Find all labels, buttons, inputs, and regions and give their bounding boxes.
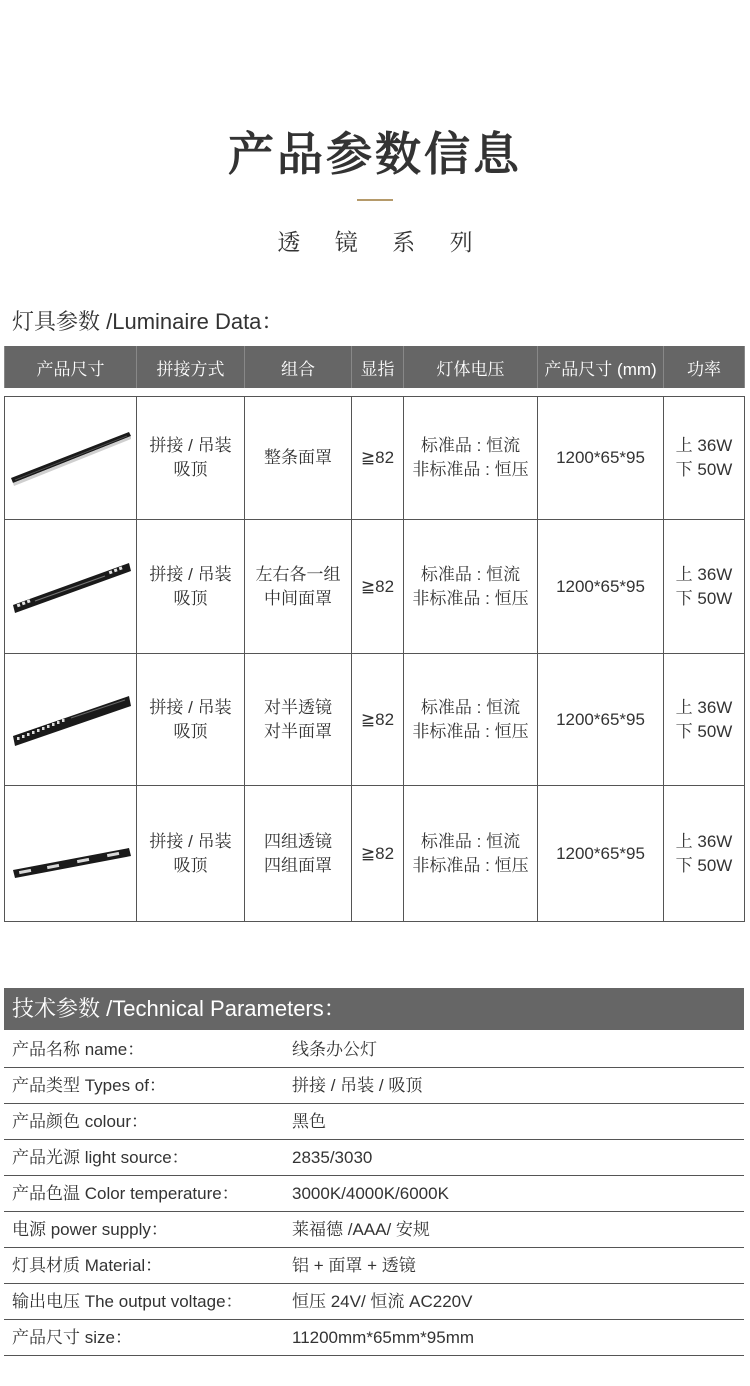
page-title: 产品参数信息 [228, 128, 522, 180]
col-header-combo: 组合 [245, 346, 352, 388]
combo-cell: 对半透镜 对半面罩 [245, 654, 352, 786]
param-value: 拼接 / 吊装 / 吸顶 [292, 1076, 423, 1095]
cri-cell: ≧82 [352, 786, 404, 922]
technical-parameters-list [4, 1032, 744, 1356]
col-header-voltage: 灯体电压 [404, 346, 538, 388]
power-cell: 上 36W 下 50W [664, 654, 745, 786]
param-label: 产品名称 name： [12, 1040, 145, 1059]
param-label: 灯具材质 Material： [12, 1256, 163, 1275]
product-image-cell [5, 654, 137, 786]
list-item [4, 1212, 744, 1248]
list-item [4, 1176, 744, 1212]
product-image-cell [5, 520, 137, 654]
mount-cell: 拼接 / 吊装 吸顶 [137, 654, 245, 786]
param-label: 电源 power supply： [12, 1220, 168, 1239]
combo-cell: 左右各一组 中间面罩 [245, 520, 352, 654]
list-item [4, 1320, 744, 1356]
col-header-cri: 显指 [352, 346, 404, 388]
size-cell: 1200*65*95 [538, 786, 664, 922]
luminaire-header-row [5, 346, 745, 388]
param-value: 莱福德 /AAA/ 安规 [292, 1220, 430, 1239]
list-item [4, 1248, 744, 1284]
page-subtitle: 透 镜 系 列 [277, 229, 487, 255]
technical-section-heading: 技术参数 /Technical Parameters： [4, 988, 744, 1030]
voltage-cell: 标准品 : 恒流 非标准品 : 恒压 [404, 786, 538, 922]
list-item [4, 1140, 744, 1176]
param-label: 产品尺寸 size： [12, 1328, 132, 1347]
linear-light-half-lens-image [9, 690, 133, 750]
table-row [5, 520, 745, 654]
param-label: 产品色温 Color temperature： [12, 1184, 239, 1203]
param-value: 11200mm*65mm*95mm [292, 1328, 475, 1347]
combo-cell: 整条面罩 [245, 397, 352, 520]
table-row [5, 654, 745, 786]
power-cell: 上 36W 下 50W [664, 786, 745, 922]
size-cell: 1200*65*95 [538, 520, 664, 654]
size-cell: 1200*65*95 [538, 654, 664, 786]
product-image-cell [5, 786, 137, 922]
table-row [5, 786, 745, 922]
cri-cell: ≧82 [352, 654, 404, 786]
col-header-image: 产品尺寸 [5, 346, 137, 388]
size-cell: 1200*65*95 [538, 397, 664, 520]
list-item [4, 1104, 744, 1140]
voltage-cell: 标准品 : 恒流 非标准品 : 恒压 [404, 397, 538, 520]
mount-cell: 拼接 / 吊装 吸顶 [137, 786, 245, 922]
luminaire-section-heading: 灯具参数 /Luminaire Data： [12, 309, 284, 334]
col-header-size: 产品尺寸 (mm) [538, 346, 664, 388]
power-cell: 上 36W 下 50W [664, 397, 745, 520]
param-value: 线条办公灯 [292, 1040, 377, 1059]
voltage-cell: 标准品 : 恒流 非标准品 : 恒压 [404, 520, 538, 654]
col-header-power: 功率 [664, 346, 745, 388]
title-divider [357, 199, 393, 201]
product-image-cell [5, 397, 137, 520]
voltage-cell: 标准品 : 恒流 非标准品 : 恒压 [404, 654, 538, 786]
param-label: 产品类型 Types of： [12, 1076, 166, 1095]
col-header-mount: 拼接方式 [137, 346, 245, 388]
list-item [4, 1032, 744, 1068]
luminaire-table [4, 346, 745, 922]
param-value: 2835/3030 [292, 1148, 373, 1167]
cri-cell: ≧82 [352, 397, 404, 520]
power-cell: 上 36W 下 50W [664, 520, 745, 654]
linear-light-lens-ends-image [9, 557, 133, 617]
param-label: 产品颜色 colour： [12, 1112, 149, 1131]
list-item [4, 1068, 744, 1104]
table-row [5, 397, 745, 520]
param-label: 产品光源 light source： [12, 1148, 189, 1167]
mount-cell: 拼接 / 吊装 吸顶 [137, 520, 245, 654]
list-item [4, 1284, 744, 1320]
linear-light-solid-diffuser-image [9, 428, 133, 488]
mount-cell: 拼接 / 吊装 吸顶 [137, 397, 245, 520]
param-value: 黑色 [292, 1112, 326, 1131]
linear-light-four-groups-image [9, 824, 133, 884]
param-value: 3000K/4000K/6000K [292, 1184, 449, 1203]
combo-cell: 四组透镜 四组面罩 [245, 786, 352, 922]
param-label: 输出电压 The output voltage： [12, 1292, 243, 1311]
param-value: 铝 + 面罩 + 透镜 [292, 1256, 416, 1275]
param-value: 恒压 24V/ 恒流 AC220V [292, 1292, 473, 1311]
cri-cell: ≧82 [352, 520, 404, 654]
